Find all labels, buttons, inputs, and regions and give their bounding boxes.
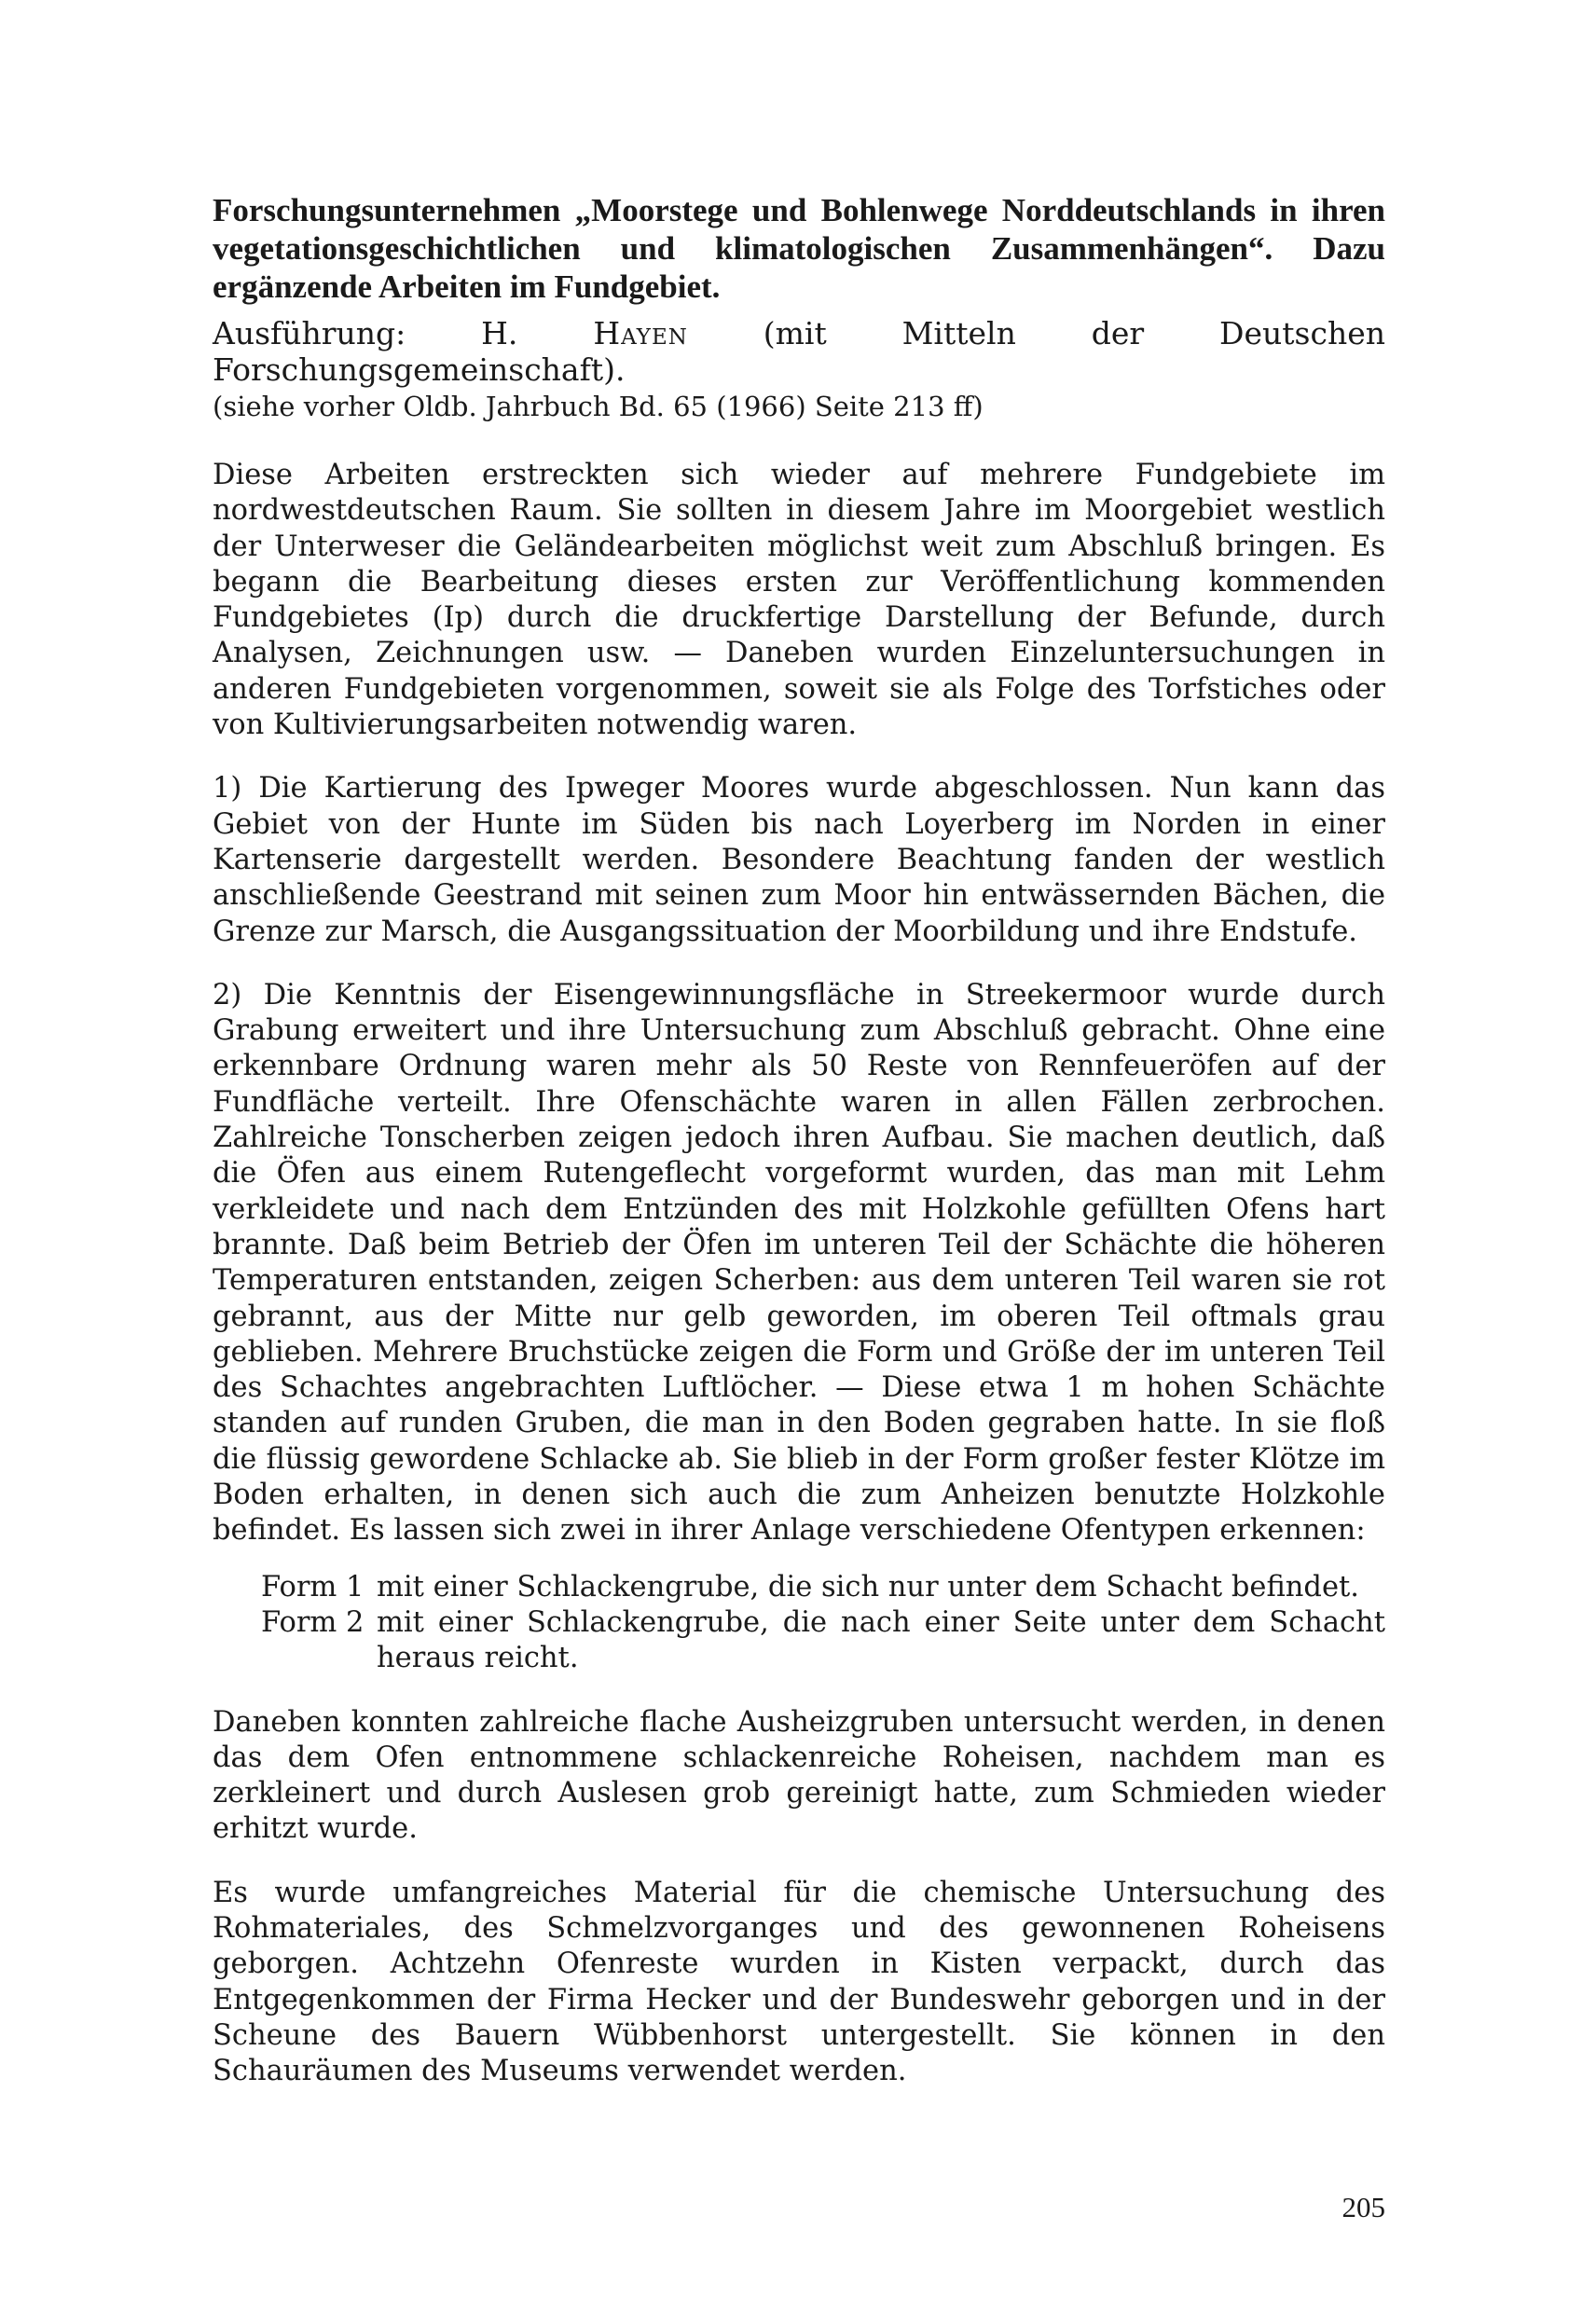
paragraph-intro: Diese Arbeiten erstreckten sich wieder auf mehrere Fundgebiete im nordwestdeutschen Raum. Sie sollten in diesem Jahre im Moorgebiet westlich der Unterweser die Geländearbeiten möglichst weit zum Abschluß bringen. Es begann die Bearbeitung dieses ersten zur Veröffentlichung kommenden Fundgebietes (Ip) durch die druckfertige Darstellung der Befunde, durch Analysen, Zeichnungen usw. — Daneben wurden Einzeluntersuchungen in anderen Fundgebieten vorgenommen, soweit sie als Folge des Torfstiches oder von Kultivierungsarbeiten notwendig waren. — [213, 459, 1385, 742]
form-list-item — [261, 1570, 1385, 1605]
section-heading: Forschungsunternehmen „Moorstege und Bohlenwege Norddeutschlands in ihren vegetationsgeschichtlichen und klimatologischen Zusammenhängen“. Dazu ergänzende Arbeiten im Fundgebiet. — [213, 192, 1385, 305]
page-number: 205 — [1341, 2191, 1385, 2223]
form-list-item — [261, 1605, 1385, 1677]
paragraph-item-2: 2) Die Kenntnis der Eisengewinnungsfläche in Streekermoor wurde durch Grabung erweitert und ihre Untersuchung zum Abschluß gebracht. Ohne eine erkennbare Ordnung waren mehr als 50 Reste von Rennfeueröfen auf der Fundfläche verteilt. Ihre Ofenschächte waren in allen Fällen zerbrochen. Zahlreiche Tonscherben zeigen jedoch ihren Aufbau. Sie machen deutlich, daß die Öfen aus einem Rutengeflecht vorgeformt wurden, das man mit Lehm verkleidete und nach dem Entzünden des mit Holzkohle gefüllten Ofens hart brannte. Daß beim Betrieb der Öfen im unteren Teil der Schächte die höheren Temperaturen entstanden, zeigen Scherben: aus dem unteren Teil waren sie rot gebrannt, aus der Mitte nur gelb geworden, im oberen Teil oftmals grau geblieben. Mehrere Bruchstücke zeigen die Form und Größe der im unteren Teil des Schachtes angebrachten Luftlöcher. — Diese etwa 1 m hohen Schächte standen auf runden Gruben, die man in den Boden gegraben hatte. In sie floß die flüssig gewordene Schlacke ab. Sie blieb in der Form großer fester Klötze im Boden erhalten, in denen sich auch die zum Anheizen benutzte Holzkohle befindet. Es lassen sich zwei in ihrer Anlage verschiedene Ofentypen erkennen: — [213, 978, 1385, 1548]
paragraph-ausheizgruben: Daneben konnten zahlreiche flache Ausheizgruben untersucht werden, in denen das dem Ofen entnommene schlackenreiche Roheisen, nachdem man es zerkleinert und durch Auslesen grob gereinigt hatte, zum Schmieden wieder erhitzt wurde. — [213, 1705, 1385, 1846]
author-name: Hayen — [593, 315, 688, 351]
form-label: Form 2 — [261, 1605, 365, 1639]
form-label: Form 1 — [261, 1570, 365, 1603]
execution-suffix: (mit Mitteln der Deutschen Forschungsgemeinschaft). — [213, 315, 1385, 388]
page-content — [213, 191, 1385, 2089]
form-list — [261, 1570, 1385, 1677]
execution-line — [213, 315, 1385, 388]
form-description: mit einer Schlackengrube, die nach einer Seite unter dem Schacht heraus reicht. — [377, 1605, 1385, 1675]
reference-note: (siehe vorher Oldb. Jahrbuch Bd. 65 (1966) Seite 213 ff) — [213, 391, 984, 422]
paragraph-material: Es wurde umfangreiches Material für die chemische Untersuchung des Rohmateriales, des Schmelzvorganges und des gewonnenen Roheisens geborgen. Achtzehn Ofenreste wurden in Kisten verpackt, durch das Entgegenkommen der Firma Hecker und der Bundeswehr geborgen und in der Scheune des Bauern Wübbenhorst untergestellt. Sie können in den Schauräumen des Museums verwendet werden. — [213, 1876, 1385, 2088]
form-description: mit einer Schlackengrube, die sich nur unter dem Schacht befindet. — [377, 1570, 1359, 1603]
execution-prefix: Ausführung: H. — [213, 315, 594, 351]
paragraph-item-1: 1) Die Kartierung des Ipweger Moores wurde abgeschlossen. Nun kann das Gebiet von der Hunte im Süden bis nach Loyerberg im Norden in einer Kartenserie dargestellt werden. Besondere Beachtung fanden der westlich anschließende Geestrand mit seinen zum Moor hin entwässernden Bächen, die Grenze zur Marsch, die Ausgangssituation der Moorbildung und ihre Endstufe. — [213, 772, 1385, 948]
